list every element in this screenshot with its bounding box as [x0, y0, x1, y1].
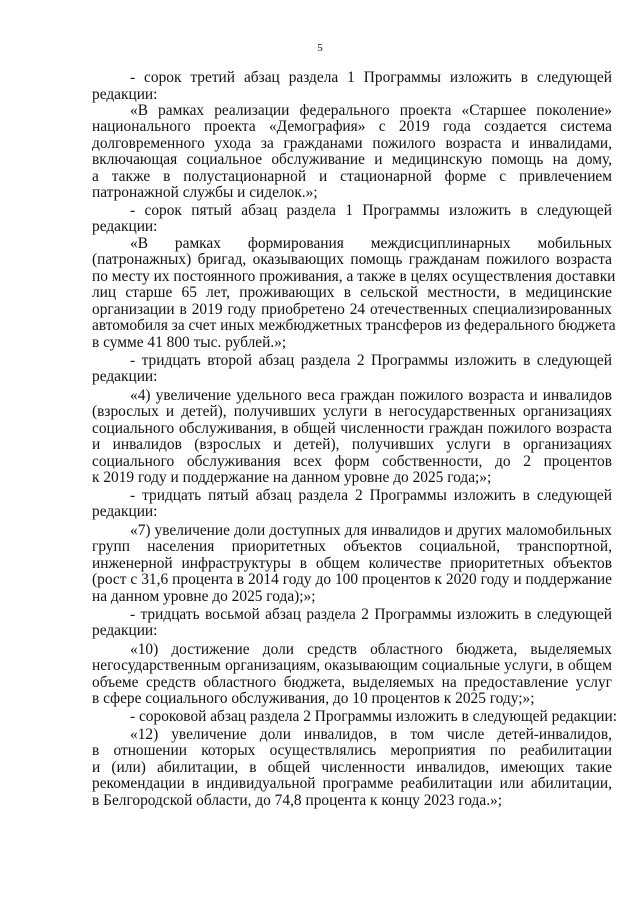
text-line: долговременного ухода за гражданами пожилого возраста и инвалидами,: [92, 135, 612, 152]
text-line: объеме средств областного бюджета, выделяемых на предоставление услуг: [92, 674, 612, 691]
text-line: редакции:: [92, 622, 158, 639]
text-line: включающая социальное обслуживание и медицинскую помощь на дому,: [92, 151, 612, 168]
text-line: и (или) абилитации, в общей численности инвалидов, имеющих такие: [92, 759, 612, 776]
text-line: а также в полустационарной и стационарной форме с привлечением: [92, 168, 612, 185]
text-line: «7) увеличение доли доступных для инвалидов и других маломобильных: [130, 522, 612, 539]
text-line: «12) увеличение доли инвалидов, в том числе детей-инвалидов,: [130, 726, 612, 743]
text-line: (рост с 31,6 процента в 2014 году до 100 процентов к 2020 году и поддержание: [92, 571, 612, 588]
text-line: лиц старше 65 лет, проживающих в сельской местности, в медицинские: [92, 284, 612, 301]
text-line: «В рамках формирования междисциплинарных мобильных: [130, 235, 612, 252]
text-line: инженерной инфраструктуры в общем количестве приоритетных объектов: [92, 555, 612, 572]
text-line: на данном уровне до 2025 года);»;: [92, 588, 316, 605]
text-line: организации в 2019 году приобретено 24 отечественных специализированных: [92, 301, 612, 318]
text-line: социального обслуживания всех форм собственности, до 2 процентов: [92, 453, 612, 470]
text-line: редакции:: [92, 503, 158, 520]
text-line: по месту их постоянного проживания, а также в целях осуществления доставки: [92, 268, 616, 285]
text-line: редакции:: [92, 218, 158, 235]
text-line: в сумме 41 800 тыс. рублей.»;: [92, 334, 287, 351]
text-line: (взрослых и детей), получивших услуги в негосударственных организациях: [92, 403, 612, 420]
text-line: редакции:: [92, 368, 158, 385]
text-line: негосударственным организациям, оказывающим социальные услуги, в общем: [92, 657, 612, 674]
text-line: - сорок пятый абзац раздела 1 Программы изложить в следующей: [130, 202, 612, 219]
text-line: «4) увеличение удельного веса граждан пожилого возраста и инвалидов: [130, 387, 612, 404]
text-line: групп населения приоритетных объектов социальной, транспортной,: [92, 538, 612, 555]
text-line: национального проекта «Демография» с 2019 года создается система: [92, 118, 612, 135]
text-line: (патронажных) бригад, оказывающих помощь гражданам пожилого возраста: [92, 251, 612, 268]
text-line: - тридцать второй абзац раздела 2 Программы изложить в следующей: [130, 352, 612, 369]
text-line: «В рамках реализации федерального проекта «Старшее поколение»: [130, 102, 612, 119]
text-line: рекомендации в индивидуальной программе реабилитации или абилитации,: [92, 775, 612, 792]
text-line: в Белгородской области, до 74,8 процента к концу 2023 года.»;: [92, 792, 503, 809]
text-line: - сорок третий абзац раздела 1 Программы изложить в следующей: [130, 69, 612, 86]
text-line: автомобиля за счет иных межбюджетных трансферов из федерального бюджета: [92, 317, 616, 334]
text-line: - тридцать пятый абзац раздела 2 Программы изложить в следующей: [130, 487, 612, 504]
text-line: - тридцать восьмой абзац раздела 2 Программы изложить в следующей: [130, 606, 612, 623]
text-line: в сфере социального обслуживания, до 10 процентов к 2025 году;»;: [92, 690, 535, 707]
text-line: «10) достижение доли средств областного бюджета, выделяемых: [130, 641, 612, 658]
text-line: и инвалидов (взрослых и детей), получивших услуги в организациях: [92, 436, 612, 453]
text-line: патронажной службы и сиделок.»;: [92, 184, 318, 201]
text-line: - сороковой абзац раздела 2 Программы изложить в следующей редакции:: [130, 708, 618, 725]
page-number: 5: [317, 42, 323, 54]
text-line: к 2019 году и поддержание на данном уровне до 2025 года;»;: [92, 469, 492, 486]
text-line: в отношении которых осуществлялись мероприятия по реабилитации: [92, 742, 612, 759]
text-line: социального обслуживания, в общей численности граждан пожилого возраста: [92, 420, 612, 437]
text-line: редакции:: [92, 86, 158, 103]
